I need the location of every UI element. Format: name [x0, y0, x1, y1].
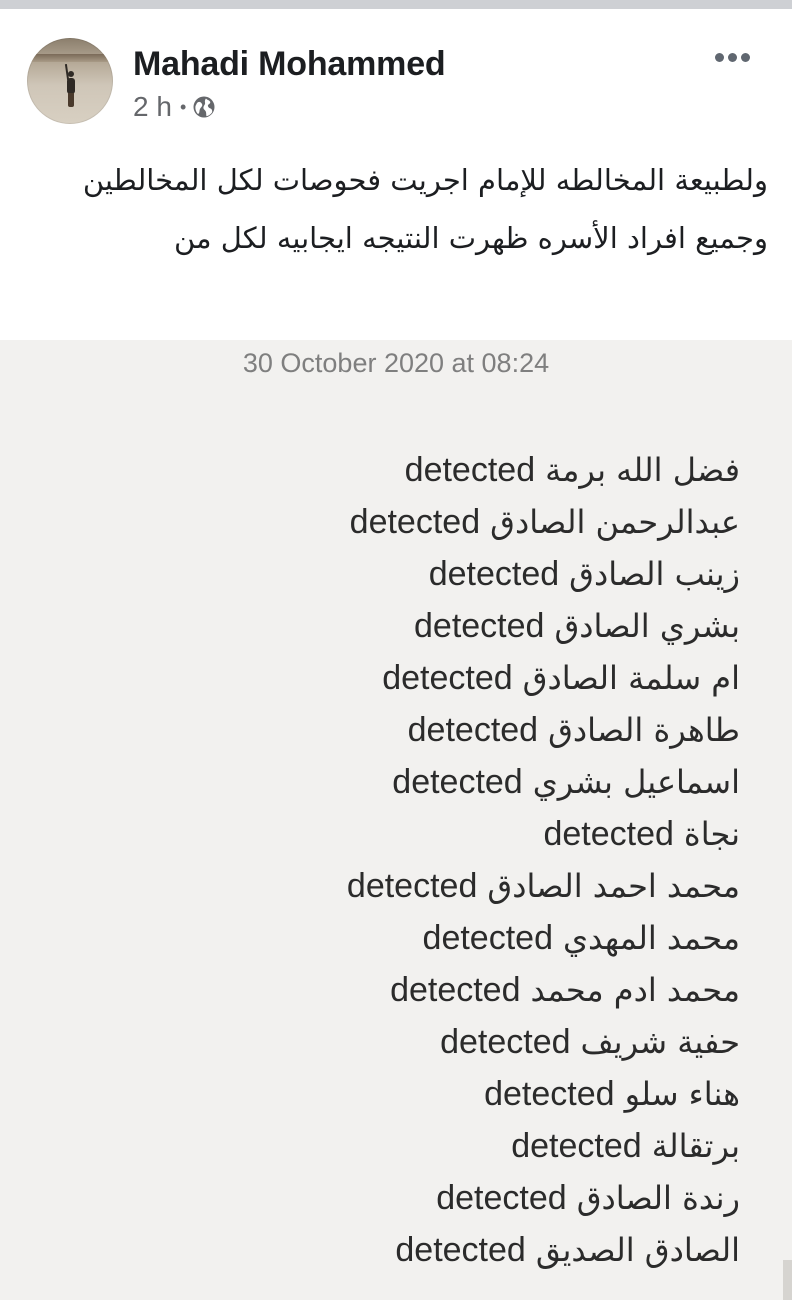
post-photo[interactable]	[0, 340, 792, 1300]
avatar-figure-body	[67, 78, 75, 94]
result-name: بشري الصادق	[554, 607, 740, 645]
result-name: محمد ادم محمد	[530, 971, 740, 1009]
result-status: detected	[392, 763, 523, 801]
result-item	[347, 1120, 740, 1172]
result-name: محمد احمد الصادق	[487, 867, 740, 905]
globe-icon[interactable]	[192, 95, 216, 119]
result-item	[347, 964, 740, 1016]
avatar-figure-legs	[68, 93, 74, 107]
result-status: detected	[436, 1179, 567, 1217]
result-name: رندة الصادق	[576, 1179, 740, 1217]
result-name: الصادق الصديق	[535, 1231, 740, 1269]
photo-date-label	[0, 348, 792, 379]
result-name: حفية شريف	[580, 1023, 740, 1061]
result-name: فضل الله برمة	[545, 451, 740, 489]
result-status: detected	[414, 607, 545, 645]
result-name: زينب الصادق	[569, 555, 740, 593]
result-status: detected	[428, 555, 560, 593]
result-item	[347, 1068, 740, 1120]
result-status: detected	[390, 971, 521, 1009]
post-header	[0, 9, 792, 139]
result-status: detected	[511, 1127, 642, 1165]
more-dot	[741, 53, 750, 62]
result-item	[347, 912, 740, 964]
result-status: detected	[407, 711, 539, 749]
result-status: detected	[440, 1023, 571, 1061]
result-item	[347, 444, 740, 496]
author-name[interactable]: Mahadi Mohammed	[133, 45, 446, 83]
test-results-list	[347, 444, 740, 1276]
result-item	[347, 756, 740, 808]
result-status: detected	[382, 659, 513, 697]
photo-date-text: 30 October 2020 at 08:24	[242, 348, 550, 378]
result-item	[347, 548, 740, 600]
result-item	[347, 600, 740, 652]
avatar-figure-head	[68, 71, 74, 77]
result-item	[347, 1016, 740, 1068]
result-status: detected	[346, 867, 478, 905]
result-status: detected	[422, 919, 553, 957]
photo-edge	[783, 1260, 792, 1300]
result-name: نجاة	[683, 815, 740, 853]
post-meta	[133, 93, 216, 121]
more-dot	[728, 53, 737, 62]
avatar-horizon	[27, 54, 113, 62]
meta-separator: •	[179, 97, 187, 117]
result-status: detected	[543, 815, 674, 853]
author-avatar[interactable]	[27, 38, 113, 124]
result-name: طاهرة الصادق	[548, 711, 740, 749]
result-name: برتقالة	[651, 1127, 740, 1165]
result-item	[347, 496, 740, 548]
top-divider	[0, 0, 792, 9]
result-item	[347, 1224, 740, 1276]
result-status: detected	[395, 1231, 526, 1269]
result-name: عبدالرحمن الصادق	[490, 503, 740, 541]
result-item	[347, 652, 740, 704]
result-name: محمد المهدي	[563, 919, 740, 957]
result-status: detected	[349, 503, 481, 541]
result-name: اسماعيل بشري	[532, 763, 740, 801]
result-name: ام سلمة الصادق	[522, 659, 740, 697]
post-timestamp[interactable]: 2 h	[133, 91, 172, 122]
result-item	[347, 808, 740, 860]
post-body-text: ولطبيعة المخالطه للإمام اجريت فحوصات لكل المخالطين وجميع افراد الأسره ظهرت النتيجه ايجابيه لكل من	[82, 163, 768, 255]
result-status: detected	[484, 1075, 615, 1113]
result-item	[347, 704, 740, 756]
result-item	[347, 860, 740, 912]
more-options-icon[interactable]	[715, 53, 750, 62]
more-dot	[715, 53, 724, 62]
result-status: detected	[404, 451, 536, 489]
result-item	[347, 1172, 740, 1224]
result-name: هناء سلو	[624, 1075, 740, 1113]
